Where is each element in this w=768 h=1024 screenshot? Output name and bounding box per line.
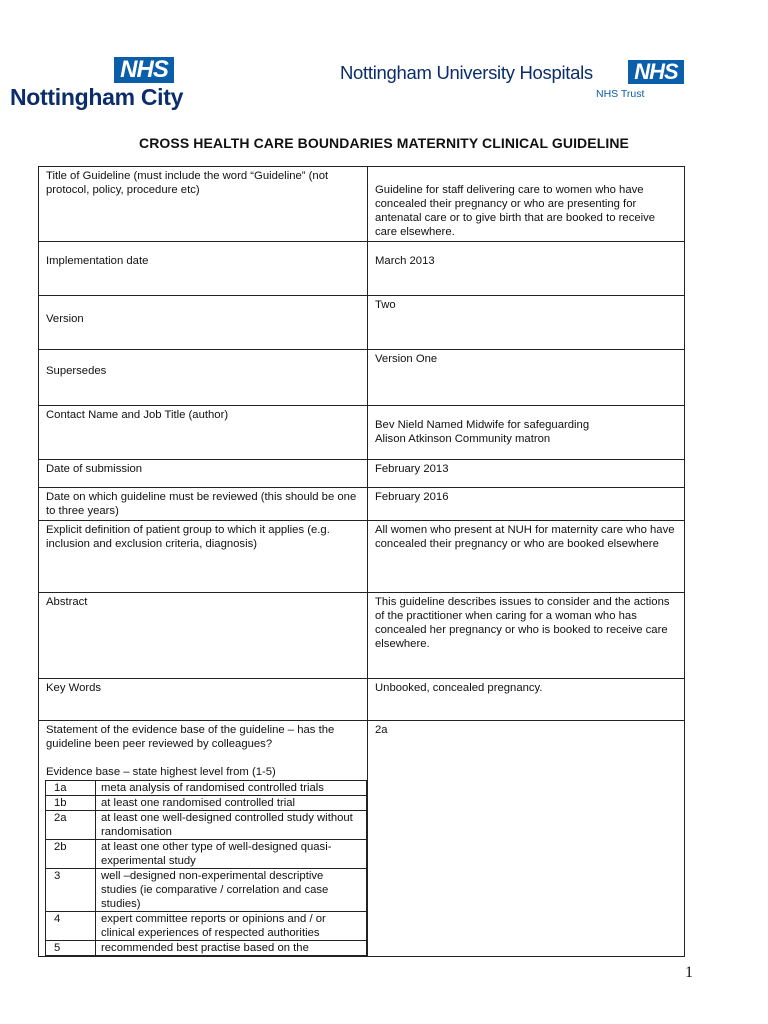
row-label: Abstract [39, 593, 368, 679]
row-value: Two [368, 296, 685, 350]
evidence-prompt: Evidence base – state highest level from (1-5) [46, 766, 276, 778]
row-value: This guideline describes issues to consider and the actions of the practitioner when caring for a woman who has concealed her pregnancy or who is booked to receive care elsewhere. [368, 593, 685, 679]
evidence-level-row [46, 796, 367, 811]
evidence-cell [39, 721, 368, 957]
level-code: 2a [46, 811, 96, 840]
table-row [39, 679, 685, 721]
evidence-statement: Statement of the evidence base of the guideline – has the guideline been peer reviewed by colleagues? [46, 724, 335, 750]
nhs-trust-label: NHS Trust [596, 88, 645, 100]
row-label: Key Words [39, 679, 368, 721]
level-code: 5 [46, 941, 96, 956]
table-row [39, 460, 685, 488]
evidence-level-row [46, 912, 367, 941]
evidence-row [39, 721, 685, 957]
row-value: February 2013 [368, 460, 685, 488]
author-line: Bev Nield Named Midwife for safeguarding [375, 419, 590, 431]
nhs-logo-left: NHS [114, 57, 174, 83]
document-title: CROSS HEALTH CARE BOUNDARIES MATERNITY CLINICAL GUIDELINE [138, 135, 629, 151]
evidence-levels-table [45, 780, 367, 956]
row-value [368, 406, 685, 460]
table-row [39, 296, 685, 350]
nhs-logo-right: NHS [628, 60, 684, 84]
row-label: Version [39, 296, 368, 350]
evidence-level-row [46, 941, 367, 956]
level-desc: at least one well-designed controlled study without randomisation [96, 811, 367, 840]
author-line: Alison Atkinson Community matron [375, 433, 551, 445]
evidence-value: 2a [368, 721, 685, 957]
evidence-level-row [46, 811, 367, 840]
row-label: Supersedes [39, 350, 368, 406]
row-value: All women who present at NUH for maternity care who have concealed their pregnancy or who are booked elsewhere [368, 521, 685, 593]
table-row [39, 593, 685, 679]
level-code: 1a [46, 781, 96, 796]
row-value: February 2016 [368, 488, 685, 521]
evidence-level-row [46, 781, 367, 796]
level-code: 4 [46, 912, 96, 941]
table-row [39, 488, 685, 521]
row-label: Implementation date [39, 242, 368, 296]
evidence-level-row [46, 840, 367, 869]
table-row [39, 242, 685, 296]
row-value: March 2013 [368, 242, 685, 296]
level-desc: at least one other type of well-designed quasi-experimental study [96, 840, 367, 869]
level-desc: recommended best practise based on the [96, 941, 367, 956]
row-value: Unbooked, concealed pregnancy. [368, 679, 685, 721]
table-row [39, 406, 685, 460]
level-desc: well –designed non-experimental descriptive studies (ie comparative / correlation and case studies) [96, 869, 367, 912]
nuh-name: Nottingham University Hospitals [340, 62, 593, 83]
guideline-info-table [38, 166, 685, 957]
level-code: 1b [46, 796, 96, 811]
nuh-logo [340, 60, 686, 105]
row-value: Guideline for staff delivering care to women who have concealed their pregnancy or who are presenting for antenatal care or to give birth that are booked to receive care elsewhere. [368, 167, 685, 242]
page-number: 1 [685, 964, 693, 981]
level-code: 2b [46, 840, 96, 869]
evidence-level-row [46, 869, 367, 912]
level-code: 3 [46, 869, 96, 912]
row-value: Version One [368, 350, 685, 406]
level-desc: expert committee reports or opinions and / or clinical experiences of respected authorities [96, 912, 367, 941]
table-row [39, 521, 685, 593]
level-desc: at least one randomised controlled trial [96, 796, 367, 811]
level-desc: meta analysis of randomised controlled trials [96, 781, 367, 796]
nottingham-city-name: Nottingham City [10, 84, 184, 110]
row-label: Title of Guideline (must include the word “Guideline” (not protocol, policy, procedure etc) [39, 167, 368, 242]
row-label: Explicit definition of patient group to which it applies (e.g. inclusion and exclusion criteria, diagnosis) [39, 521, 368, 593]
row-label: Contact Name and Job Title (author) [39, 406, 368, 460]
row-label: Date of submission [39, 460, 368, 488]
table-row [39, 350, 685, 406]
row-label: Date on which guideline must be reviewed (this should be one to three years) [39, 488, 368, 521]
table-row [39, 167, 685, 242]
